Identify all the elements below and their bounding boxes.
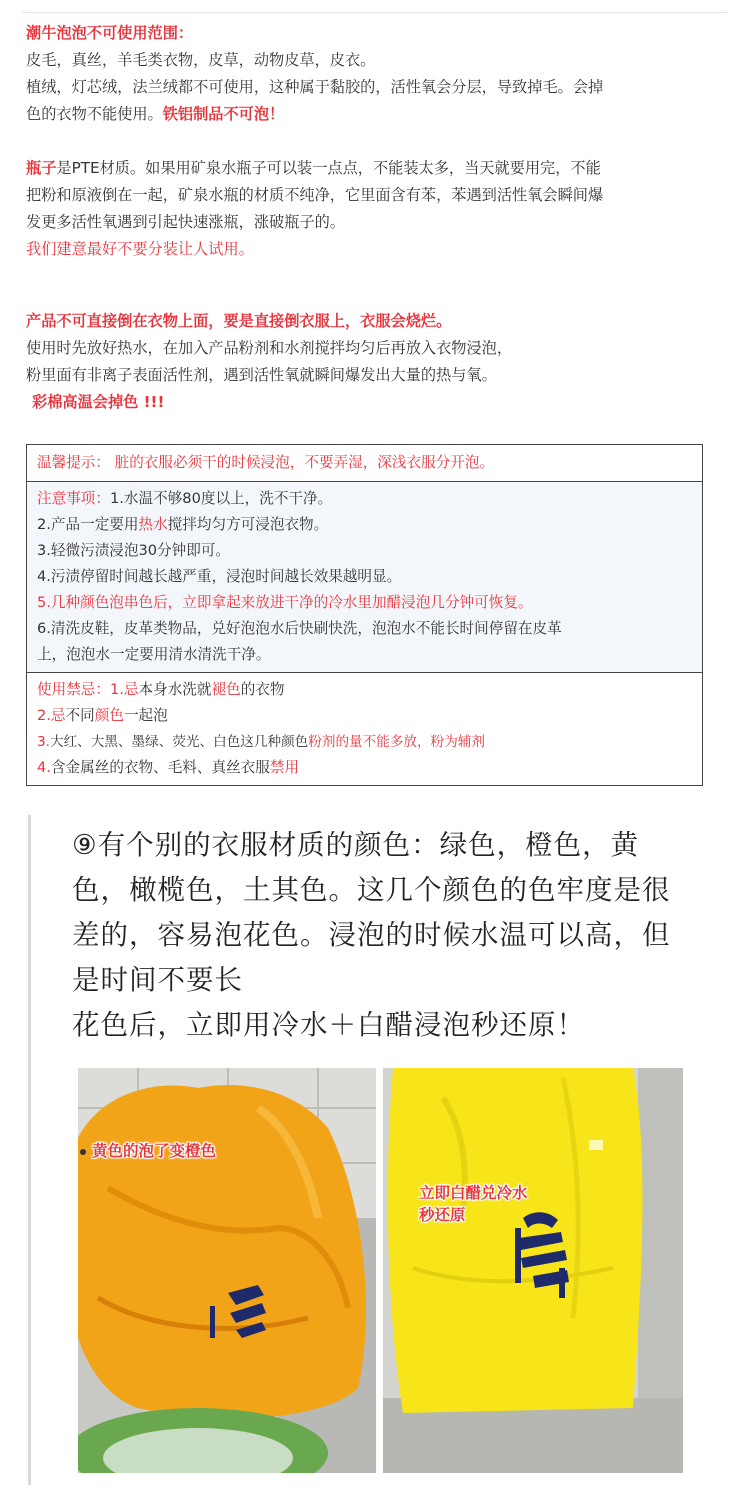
- taboo-highlight: 禁用: [269, 759, 300, 776]
- warm-tip-row: [27, 445, 702, 481]
- bottle-line: 发更多活性氧遇到引起快速涨瓶，涨破瓶子的。: [26, 213, 345, 231]
- left-photo-caption: 黄色的泡了变橙色: [92, 1142, 217, 1160]
- taboo-highlight: 褪色: [211, 681, 241, 698]
- precaution-item: 4.污渍停留时间越长越严重，浸泡时间越长效果越明显。: [37, 568, 402, 585]
- taboo-text: 大红、大黑、墨绿、荧光、白色这几种颜色: [49, 734, 309, 750]
- color-fastness-section: [0, 815, 750, 1500]
- right-caption-line: 秒还原: [419, 1206, 466, 1224]
- precautions-label: 注意事项：: [37, 490, 110, 507]
- taboo-item: [37, 703, 692, 729]
- taboo-text: 的衣物: [240, 681, 285, 698]
- bottle-line: 把粉和原液倒在一起，矿泉水瓶的材质不纯净，它里面含有苯，苯遇到活性氧会瞬间爆: [26, 186, 604, 204]
- precaution-item: 上，泡泡水一定要用清水清洗干净。: [37, 646, 271, 663]
- precaution-text: 1.水温不够80度以上，洗不干净。: [109, 490, 333, 507]
- hot-water-highlight: 热水: [138, 516, 168, 533]
- taboo-item: [37, 677, 692, 703]
- taboo-item: [37, 755, 692, 781]
- restrictions-line: 皮毛，真丝，羊毛类衣物，皮草，动物皮草，皮衣。: [26, 51, 376, 69]
- taboo-item: [37, 729, 692, 755]
- taboo-label: 使用禁忌：: [37, 681, 110, 698]
- right-caption-line: 立即白醋兑冷水: [419, 1184, 528, 1202]
- restrictions-text: 色的衣物不能使用。: [26, 105, 163, 123]
- left-quote-bar: [28, 815, 31, 1485]
- taboo-highlight: 颜色: [94, 707, 124, 724]
- pouring-line: 使用时先放好热水，在加入产品粉剂和水剂搅拌均匀后再放入衣物浸泡，: [26, 339, 512, 357]
- precaution-text: 2.产品一定要用: [37, 516, 139, 533]
- taboo-text: 含金属丝的衣物、毛料、真丝衣服: [50, 759, 270, 776]
- pouring-title: 产品不可直接倒在衣物上面，要是直接倒衣服上，衣服会烧烂。: [26, 312, 452, 330]
- warm-tip-line: [37, 450, 692, 476]
- taboo-text: 一起泡: [123, 707, 168, 724]
- taboo-text: 4.: [37, 759, 51, 776]
- precaution-item: [37, 486, 692, 512]
- notice-box: [26, 444, 703, 786]
- taboo-text: 本身水洗就: [138, 681, 212, 698]
- note-line: 差的，容易泡花色。浸泡的时候水温可以高，但: [72, 919, 671, 951]
- restrictions-line: [26, 101, 716, 128]
- right-photo-caption: [419, 1182, 528, 1226]
- note-line: 色，橄榄色，土其色。这几个颜色的色牢度是很: [72, 874, 671, 906]
- cotton-fade-note: 彩棉高温会掉色 !!!: [32, 393, 165, 411]
- metal-warning: 铁铝制品不可泡！: [162, 105, 285, 123]
- precaution-item: 3.轻微污渍浸泡30分钟即可。: [37, 542, 231, 559]
- bottle-warning: 我们建意最好不要分装让人试用。: [26, 240, 254, 258]
- precaution-item: 6.清洗皮鞋，皮革类物品，兑好泡泡水后快刷快洗，泡泡水不能长时间停留在皮革: [37, 620, 562, 637]
- note-line: ⑨有个别的衣服材质的颜色：绿色，橙色，黄: [72, 829, 640, 861]
- taboo-row: [27, 672, 702, 785]
- yellow-shirt-photo: [383, 1068, 683, 1473]
- precaution-item: [37, 512, 692, 538]
- taboo-text: 1.忌: [109, 681, 139, 698]
- precaution-text: 搅拌均匀方可浸泡衣物。: [167, 516, 329, 533]
- pouring-line: 粉里面有非离子表面活性剂，遇到活性氧就瞬间爆发出大量的热与氧。: [26, 366, 497, 384]
- restrictions-title: 潮牛泡泡不可使用范围：: [26, 24, 194, 42]
- usage-restrictions-section: [26, 20, 716, 128]
- top-divider: [22, 2, 728, 13]
- taboo-text: 2.忌: [37, 707, 66, 724]
- restrictions-line: 植绒，灯芯绒，法兰绒都不可使用，这种属于黏胶的，活性氧会分层，导致掉毛。会掉: [26, 78, 604, 96]
- note-line: 是时间不要长: [72, 964, 243, 996]
- taboo-text: 3.: [37, 734, 50, 750]
- bottle-line: [26, 155, 716, 182]
- bottle-text: 是PTE材质。如果用矿泉水瓶子可以装一点点，不能装太多，当天就要用完，不能: [56, 159, 601, 177]
- bottle-section: [26, 155, 716, 263]
- warm-tip-text: 脏的衣服必须干的时候浸泡，不要弄湿，深浅衣服分开泡。: [109, 454, 495, 471]
- pouring-section: [26, 308, 716, 416]
- precaution-item: 5.几种颜色泡串色后，立即拿起来放进干净的冷水里加醋浸泡几分钟可恢复。: [37, 594, 533, 611]
- note-line: 花色后，立即用冷水＋白醋浸泡秒还原！: [72, 1009, 585, 1041]
- bottle-lead: 瓶子: [26, 159, 57, 177]
- precautions-row: [27, 481, 702, 672]
- taboo-text: 不同: [65, 707, 95, 724]
- orange-shirt-photo: [78, 1068, 376, 1473]
- color-fastness-note: [72, 823, 712, 1048]
- taboo-highlight: 粉剂的量不能多放，粉为辅剂: [308, 734, 485, 750]
- warm-tip-label: 温馨提示：: [37, 454, 110, 471]
